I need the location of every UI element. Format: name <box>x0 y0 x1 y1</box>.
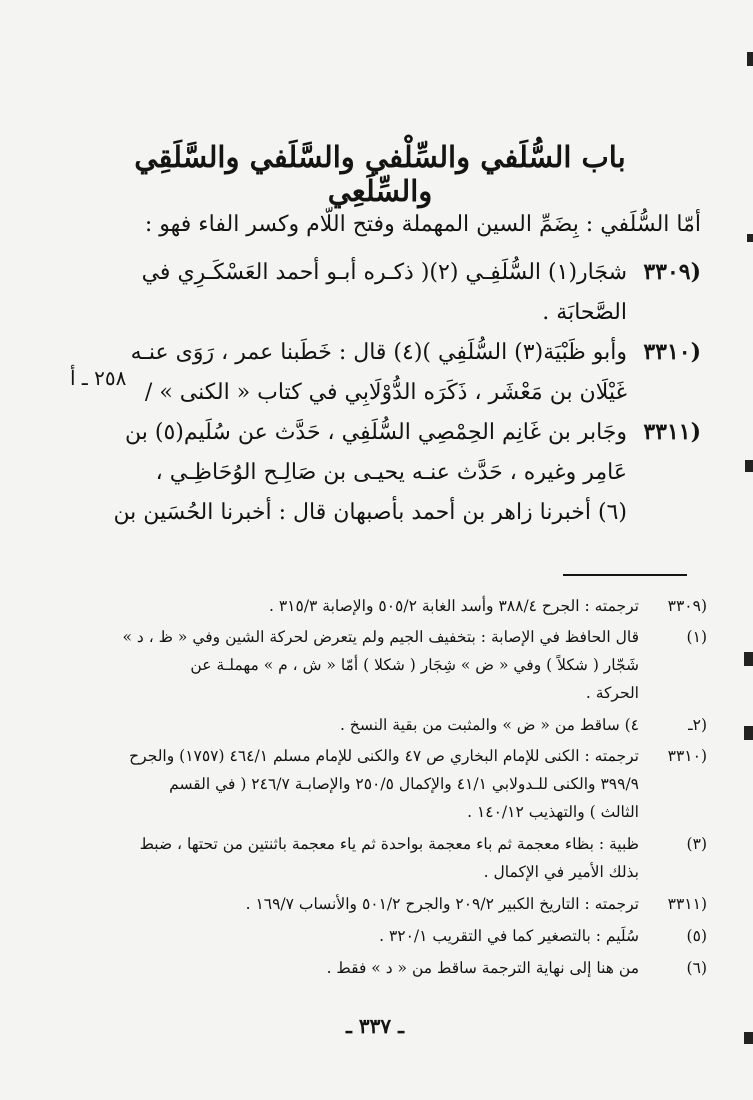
footnote-line: ترجمته : التاريخ الكبير ٢٠٩/٢ والجرح ٥٠١/٢ والأنساب ١٦٩/٧ . <box>245 895 639 913</box>
footnote-label: (٣٣١١ <box>667 895 707 913</box>
footnote-line: من هنا إلى نهاية الترجمة ساقط من « د » فقط . <box>326 959 639 977</box>
footnote-label: (٣٣١٠ <box>667 747 707 765</box>
footnote-label: (٢ـ <box>688 716 707 734</box>
entry-line: وجَابر بن غَانِم الحِمْصِي السُّلَفِي ، حَدَّث عن سُلَيم(٥) بن <box>124 420 627 445</box>
footnote-line: الثالث ) والتهذيب ١٤٠/١٢ . <box>467 803 639 821</box>
footnote-label: (١) <box>686 628 707 646</box>
page-number: ـ ٣٣٧ ـ <box>346 1014 404 1038</box>
footnote-5 <box>57 922 707 950</box>
footnote-line: ترجمته : الجرح ٣٨٨/٤ وأسد الغابة ٥٠٥/٢ والإصابة ٣١٥/٣ . <box>268 597 639 615</box>
entry-line: غَيْلَان بن مَعْشَر ، ذَكَرَه الدُّوْلَابِي في كتاب « الكنى » / <box>144 380 627 405</box>
footnote-label: (٣٣٠٩ <box>667 597 707 615</box>
entry-line: شجَار(١) السُّلَفِـي (٢)( ذكـره أبـو أحمد العَسْكَـرِي في <box>141 260 627 285</box>
scan-edge-mark <box>744 726 753 740</box>
entry-3309 <box>61 252 701 333</box>
entry-number: (٣٣١٠ <box>643 339 701 365</box>
footnote-1 <box>57 623 707 707</box>
footnote-3311 <box>57 890 707 918</box>
footnote-6 <box>57 954 707 982</box>
entry-number: (٣٣٠٩ <box>643 259 701 285</box>
entry-line: وأبو ظَبْيَة(٣) السُّلَفِي )(٤) قال : خَطَبنا عمر ، رَوَى عنـه <box>130 340 627 365</box>
entry-line: عَامِر وغيره ، حَدَّث عنـه يحيـى بن صَالِـح الوُحَاظِـي ، <box>155 460 627 485</box>
footnote-label: (٣) <box>686 835 707 853</box>
entry-3311 <box>61 412 701 533</box>
footnote-line: ٤) ساقط من « ض » والمثبت من بقية النسخ . <box>339 716 639 734</box>
footnote-separator <box>563 574 687 576</box>
footnote-2-4 <box>57 711 707 739</box>
footnote-line: الحركة . <box>585 684 639 702</box>
footnote-3 <box>57 830 707 886</box>
footnote-line: بذلك الأمير في الإكمال . <box>483 863 639 881</box>
footnote-line: ترجمته : الكنى للإمام البخاري ص ٤٧ والكنى للإمام مسلم ٤٦٤/١ (١٧٥٧) والجرح <box>129 747 639 765</box>
entry-3310 <box>61 332 701 413</box>
footnote-line: ٣٩٩/٩ والكنى للـدولابي ٤١/١ والإكمال ٢٥٠/٥ والإصابـة ٢٤٦/٧ ( في القسم <box>169 775 639 793</box>
entry-line: الصَّحابَة . <box>542 300 627 325</box>
intro-line: أمّا السُّلَفي : بِضَمِّ السين المهملة وفتح اللّام وكسر الفاء فهو : <box>144 212 701 237</box>
entry-number: (٣٣١١ <box>643 419 701 445</box>
footnote-3310 <box>57 742 707 826</box>
margin-folio-note: ٢٥٨ ـ أ <box>70 366 127 390</box>
footnote-label: (٦) <box>686 959 707 977</box>
footnote-line: قال الحافظ في الإصابة : بتخفيف الجيم ولم يتعرض لحركة الشين وفي « ظ ، د » <box>122 628 639 646</box>
footnote-3309 <box>57 592 707 620</box>
footnote-line: سُلَيم : بالتصغير كما في التقريب ٣٢٠/١ . <box>379 927 639 945</box>
scan-edge-mark <box>745 460 753 472</box>
chapter-title: باب السُّلَفي والسِّلْفي والسَّلَفي والسَّلَقِي والسِّلَعِي <box>134 140 626 208</box>
entry-line: (٦) أخبرنا زاهر بن أحمد بأصبهان قال : أخبرنا الحُسَين بن <box>113 500 627 525</box>
footnote-line: ظبية : بظاء معجمة ثم باء معجمة بواحدة ثم ياء معجمة باثنتين من تحتها ، ضبط <box>139 835 639 853</box>
footnote-label: (٥) <box>686 927 707 945</box>
scan-edge-mark <box>744 1032 753 1044</box>
scan-edge-mark <box>744 652 753 666</box>
scan-edge-mark <box>747 52 753 66</box>
footnote-line: شَجّار ( شكلاً ) وفي « ض » شِجَار ( شكلا ) أمّا « ش ، م » مهملـة عن <box>190 656 639 674</box>
scan-edge-mark <box>747 234 753 242</box>
